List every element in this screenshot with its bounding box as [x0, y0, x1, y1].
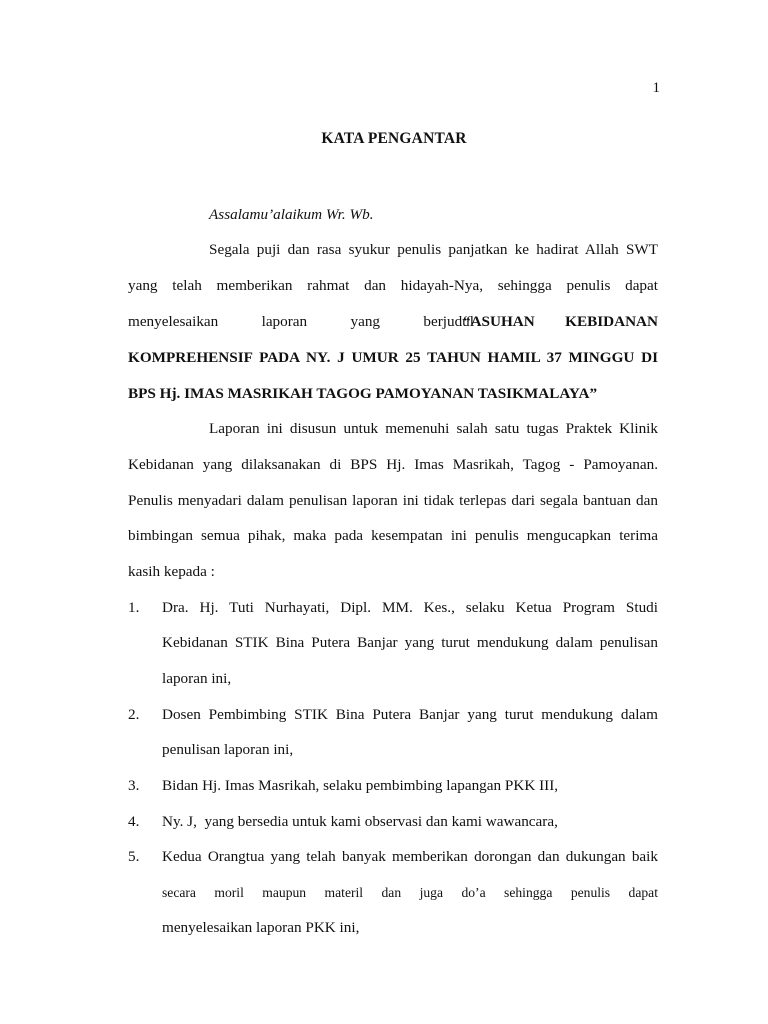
list-item-line: Bidan Hj. Imas Masrikah, selaku pembimbing lapangan PKK III,	[162, 777, 559, 794]
report-title-line: KOMPREHENSIF PADA NY. J UMUR 25 TAHUN HAMIL 37 MINGGU DI	[128, 349, 658, 366]
list-item-line: Kedua Orangtua yang telah banyak memberikan dorongan dan dukungan baik	[162, 848, 658, 865]
paragraph2-line: Penulis menyadari dalam penulisan laporan ini tidak terlepas dari segala bantuan dan	[128, 492, 658, 509]
list-item-line: penulisan laporan ini,	[162, 741, 294, 758]
list-number: 2.	[128, 706, 140, 723]
list-number: 4.	[128, 813, 140, 830]
list-item-line: Ny. J, yang bersedia untuk kami observasi dan kami wawancara,	[162, 813, 558, 830]
report-title-line: BPS Hj. IMAS MASRIKAH TAGOG PAMOYANAN TASIKMALAYA”	[128, 385, 598, 402]
paragraph1-line: yang telah memberikan rahmat dan hidayah-Nya, sehingga penulis dapat	[128, 277, 658, 294]
paragraph2-line: Laporan ini disusun untuk memenuhi salah satu tugas Praktek Klinik	[209, 420, 658, 437]
paragraph1-line: Segala puji dan rasa syukur penulis panjatkan ke hadirat Allah SWT	[209, 241, 658, 258]
paragraph1-line-part: menyelesaikan laporan yang berjudul	[128, 313, 474, 330]
greeting: Assalamu’alaikum Wr. Wb.	[209, 206, 374, 223]
page-title: KATA PENGANTAR	[321, 130, 467, 147]
list-item-line: laporan ini,	[162, 670, 232, 687]
list-number: 1.	[128, 599, 140, 616]
list-item-line: Kebidanan STIK Bina Putera Banjar yang turut mendukung dalam penulisan	[162, 634, 658, 651]
list-item-line: Dosen Pembimbing STIK Bina Putera Banjar yang turut mendukung dalam	[162, 706, 658, 723]
paragraph2-line: bimbingan semua pihak, maka pada kesempatan ini penulis mengucapkan terima	[128, 527, 658, 544]
list-item-line: menyelesaikan laporan PKK ini,	[162, 919, 360, 936]
report-title-part: “ASUHAN KEBIDANAN	[463, 313, 658, 330]
paragraph2-line: kasih kepada :	[128, 563, 215, 580]
list-item-line: Dra. Hj. Tuti Nurhayati, Dipl. MM. Kes., selaku Ketua Program Studi	[162, 599, 658, 616]
list-number: 3.	[128, 777, 140, 794]
paragraph2-line: Kebidanan yang dilaksanakan di BPS Hj. Imas Masrikah, Tagog - Pamoyanan.	[128, 456, 658, 473]
list-item-line: secara moril maupun materil dan juga do’a sehingga penulis dapat	[162, 885, 658, 900]
list-number: 5.	[128, 848, 140, 865]
page-number: 1	[652, 80, 660, 96]
